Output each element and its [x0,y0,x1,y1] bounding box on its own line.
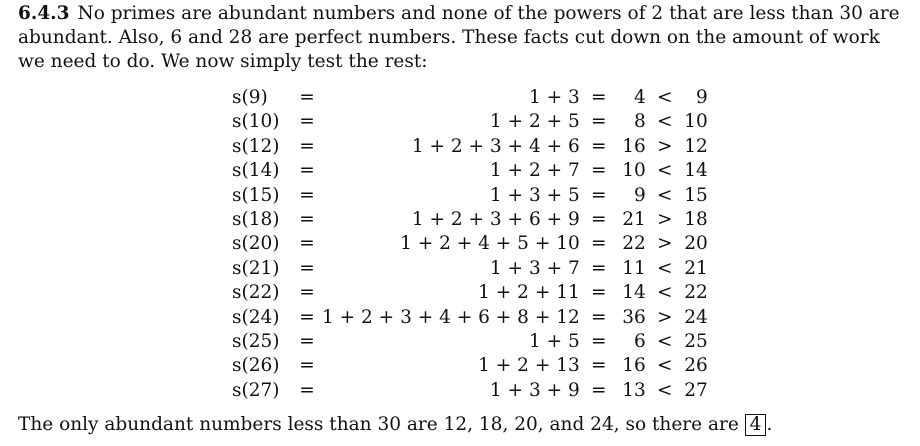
divisor-sum-row [232,232,708,256]
row-equals-sign: = [590,379,607,401]
row-number: 14 [684,160,708,182]
row-equals-sign: = [590,111,607,133]
row-comparison: < [656,111,673,133]
row-total: 8 [633,111,646,133]
row-comparison: < [656,184,673,206]
row-number: 22 [684,282,708,304]
row-divisor-sum: 1 + 2 + 13 [478,355,580,377]
row-total: 36 [622,306,646,328]
row-comparison: < [656,87,673,108]
row-equals-sign: = [590,184,607,206]
row-total: 14 [622,282,646,304]
row-lhs: s(10) [232,111,280,133]
row-number: 15 [684,184,708,206]
row-lhs: s(24) [232,306,280,328]
row-comparison: < [656,282,673,304]
conclusion [18,413,772,437]
row-equals-sign: = [299,135,315,157]
row-divisor-sum: 1 + 2 + 11 [478,282,580,304]
row-divisor-sum: 1 + 3 + 7 [489,257,580,279]
divisor-sum-table [232,86,708,403]
conclusion-period: . [766,414,773,435]
answer-box: 4 [745,414,767,436]
divisor-sum-row [232,208,708,232]
row-total: 11 [622,257,646,279]
problem-number: 6.4.3 [18,3,70,24]
divisor-sum-row [232,184,708,208]
row-lhs: s(18) [232,209,280,231]
divisor-sum-row [232,354,708,378]
row-equals-sign: = [299,379,315,401]
divisor-sum-rows [232,86,708,403]
row-divisor-sum: 1 + 3 + 9 [489,379,580,401]
row-divisor-sum: 1 + 2 + 4 + 5 + 10 [400,233,580,255]
row-total: 21 [622,209,646,231]
row-equals-sign: = [299,257,315,279]
row-total: 6 [633,331,646,353]
row-comparison: > [656,209,673,231]
intro-paragraph [18,2,908,74]
divisor-sum-row [232,330,708,354]
row-divisor-sum: 1 + 2 + 3 + 4 + 6 [411,135,580,157]
divisor-sum-row [232,135,708,159]
row-lhs: s(12) [232,135,280,157]
row-total: 16 [622,135,646,157]
row-comparison: < [656,257,673,279]
row-number: 9 [695,87,708,108]
row-divisor-sum: 1 + 2 + 7 [489,160,580,182]
row-number: 25 [684,331,708,353]
row-comparison: < [656,331,673,353]
divisor-sum-row [232,281,708,305]
row-number: 24 [684,306,708,328]
row-equals-sign: = [590,355,607,377]
row-equals-sign: = [590,331,607,353]
row-total: 9 [633,184,646,206]
row-equals-sign: = [590,87,607,108]
row-equals-sign: = [299,233,315,255]
row-number: 21 [684,257,708,279]
row-comparison: > [656,306,673,328]
row-number: 26 [684,355,708,377]
divisor-sum-row [232,86,708,110]
row-number: 20 [684,233,708,255]
row-equals-sign: = [299,160,315,182]
row-comparison: > [656,233,673,255]
row-lhs: s(26) [232,355,280,377]
row-equals-sign: = [299,87,315,108]
row-equals-sign: = [299,282,315,304]
row-equals-sign: = [299,184,315,206]
row-lhs: s(21) [232,257,280,279]
conclusion-text: The only abundant numbers less than 30 are 12, 18, 20, and 24, so there are [18,414,739,435]
row-divisor-sum: 1 + 3 + 5 [489,184,580,206]
row-equals-sign: = [299,331,315,353]
row-equals-sign: = [590,160,607,182]
row-number: 18 [684,209,708,231]
row-equals-sign: = [299,209,315,231]
row-equals-sign: = [590,306,607,328]
row-lhs: s(20) [232,233,280,255]
row-lhs: s(22) [232,282,280,304]
row-divisor-sum: 1 + 2 + 5 [489,111,580,133]
row-equals-sign: = [590,257,607,279]
row-equals-sign: = [299,306,315,328]
row-total: 10 [622,160,646,182]
row-equals-sign: = [590,282,607,304]
row-number: 10 [684,111,708,133]
row-divisor-sum: 1 + 2 + 3 + 4 + 6 + 8 + 12 [322,306,580,328]
row-equals-sign: = [590,135,607,157]
row-equals-sign: = [590,233,607,255]
row-divisor-sum: 1 + 5 [528,331,580,353]
divisor-sum-row [232,110,708,134]
divisor-sum-row [232,306,708,330]
intro-text: No primes are abundant numbers and none of the powers of 2 that are less than 30 are abundant. Also, 6 and 28 are perfect numbers. These facts cut down on the amount of work we need to do. We now simply test the rest: [18,3,900,72]
row-number: 27 [684,379,708,401]
row-lhs: s(15) [232,184,280,206]
row-total: 16 [622,355,646,377]
row-divisor-sum: 1 + 2 + 3 + 6 + 9 [411,209,580,231]
row-total: 22 [622,233,646,255]
row-equals-sign: = [590,209,607,231]
row-lhs: s(9) [232,87,268,108]
row-divisor-sum: 1 + 3 [528,87,580,108]
row-lhs: s(27) [232,379,280,401]
row-comparison: < [656,160,673,182]
row-total: 4 [633,87,646,108]
row-lhs: s(14) [232,160,280,182]
row-lhs: s(25) [232,331,280,353]
divisor-sum-row [232,159,708,183]
row-total: 13 [622,379,646,401]
row-equals-sign: = [299,111,315,133]
row-equals-sign: = [299,355,315,377]
row-number: 12 [684,135,708,157]
row-comparison: < [656,355,673,377]
row-comparison: < [656,379,673,401]
divisor-sum-row [232,257,708,281]
row-comparison: > [656,135,673,157]
divisor-sum-row [232,379,708,403]
